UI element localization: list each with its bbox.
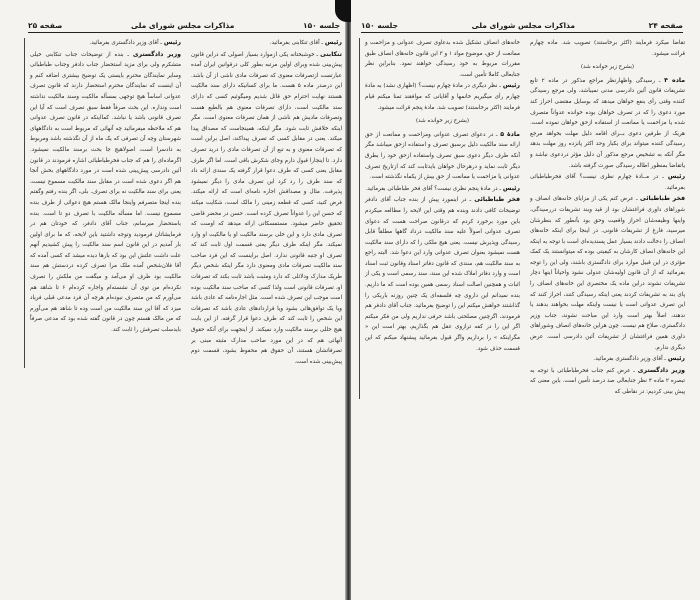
running-title: مذاکرات مجلس شورای ملی [471, 21, 575, 30]
reading-note: (بشرح زیر خوانده شد) [580, 64, 635, 71]
speaker-name: وزیر دادگستری [637, 366, 685, 374]
paragraph-text: ـ بنده از توضیحات جناب تنکابنی خیلی متشکرم ولی برای مزید استحضار جناب دادفر وجناب طباطبائی وسایر نمایندگان محترم بایستی یک توضیح بیشتری اضافه کنم و آن اینست که نمایندگان محترم استحضار دارند که قانون تصرف عدوانی اساساً هیچ توجهی بمسأله مالکیت وسند مالکیت نداشته است ونداره. این بحث صرفاً فقط سبق تصرف است که آیا این تصرف قانونی باشد یا نباشد. کمااینکه در قانون تصرف عدوانی هم که ملاحظه میفرمائید چه آنهائی که مربوط است به دادگاههای شهرستان وچه آن تصرفی که یک ماه از آن نگذشته باشد ومربوط به دادسرا است، اصولاهیچ جا بحث برسند مالکیت نمیشود. اگرماده‌ای را هم که جناب فخرطباطبائی اشاره فرمودند در قانون آئین دادرسی پیش‌بینی شده است در مورد دادگاههای بخش آنجا هم اگر دعوی شده است در مقابل سند مالکیت مسموع نیست، یعنی برای سند مالکیت نه برای تصرف. بلی، اگر بنده رفتم وگفتم بنده اینجا متصرفم واینجا مالک هستم هیچ دعوائی از طرف بنده مسموع نیست. اما مسأله مالکیت با تصرف دو تا است. بنده باستحضار میرسانم، جناب آقای دادفر، که خودتان هم در فرمایشاتان فرمودید وتوجه داشتید باین لایحه، که ما برای اولین بار آمدیم در این قانون اسم سند مالکیت را پیش کشیدیم آنهم علت داشت علتش این بود که بارها دیده میشد که کسی آمده که آقا فلان‌شخص آمده ملک مرا تصرف کرده دردستش هم سند مالکیت بود طرف او می‌آمد و میگفت من ملکش را تصرف نکرده‌ام من توی آن نشسته‌ام واجاره کرده‌ام ۶ تا شاهد هم می‌آورم که من متصرف نبوده‌ام هرچه آن فرد مدعی قبلی فریاد میزد که آقا این سند مالکیت من است وده تا شاهد هم می‌آورم که من مالک هستم چون در قانون گفته شده بود که مدعی صرفاً بایدسلب تصرفش را ثابت کند. [30, 51, 181, 334]
paragraph [530, 76, 685, 171]
paragraph [191, 38, 342, 49]
paragraph-text: تقاضا میکرد فرمایند (اکثر برخاستند) تصویب شد. ماده چهارم قرائت میشود. [530, 40, 685, 57]
speaker-name: رئیس [667, 173, 685, 181]
right-page-column-right [530, 38, 685, 399]
speaker-name: رئیس [502, 184, 520, 192]
speaker-name: رئیس [324, 39, 342, 46]
paragraph [191, 50, 342, 368]
speaker-name: تنکابنی [320, 50, 342, 58]
paragraph [365, 38, 520, 80]
left-page-column-left [24, 38, 181, 368]
paragraph-text: ـ در مادهٔ پنجم نظری نیست؟ آقای فخر طباطبائی بفرمائید. [365, 185, 502, 192]
article-label: مادهٔ ۵ [500, 130, 520, 138]
reading-note: (بشرح زیر خوانده شد) [415, 118, 470, 125]
paragraph-text: خانه‌های انصاف تشکیل شده بدعاوی تصرف عدوانی و مزاحمت و ممانعت از حق، موضوع مواد ۱ و ۳ این قانون خانه‌های انصاف طبق مقررات مربوط به خود رسیدگی خواهند نمود. بنابراین نظر جنابعالی کاملا تأمین است. [365, 40, 520, 78]
running-title: مذاکرات مجلس شورای ملی [131, 21, 235, 30]
speaker-name: رئیس [667, 355, 685, 363]
paragraph-text: ـ خوشبختانه یکی ازموارد بسیار اصولی که دراین قانون پیش‌بینی شده وبرای اولین مرتبه بطور کلی درقوانین ایران آمده عبارتست ازتصرفات معنوی که تصرفات مادی ناشی از آن باشد. این درصدر ماده ۵ هست. ما برای کسانیکه دارای سند مالکیت هستند نهایت احترام حق قائل شدیم ومیگوئیم کسی که دارای سند مالکیت است، دارای تصرفات معنوی هم بالطبع هست وتصرفات مادیش هم ناشی از همان تصرفات معنوی است. مگر اینکه خلافش ثابت شود. مگر اینکه، همینجاست که مصداق پیدا میکند. یعنی در مقابل کسی که تصرف پیداکند، اصل براین است که تصرفات معنوی و به تبع از آن تصرفات مادی را درید تصرف دارد. تا اینجارا قبول دارم وجای شکرش باقی است. اما اگر طرف مقابل یعنی کسی که طرف دعوا قرار گرفته یک سندی ارائه داد که سند طرف را رد کرد این تصرف مادی را دیگر نمیشود پذیرفت. مثال و مصداقش اجاره نامه‌ای است که ارائه میکند. فرض کنید، کسی که قطعه زمینی را مالک است، شکایت میکند که حسن این را عدواناً تصرف کرده است. حسن در محضر قاضی تحقیق حاضر میشود. مستمسکاتی ارائه میدهد که اوست که تصرف مادی دارد و این خلی برسند مالکیت او یا مالکیت او وارد نمیکند. مگر اینکه طرف دیگر یعنی قسمت اول ثابت کند که تصرف او جنبه قانونی ندارد. اصل براینست که این فرد صاحب سند مالکیت تصرفات مادی ومعنوی دارد مگر اینکه شخص دیگر طریک مدارک ودلائلی که دارد ومثبت باشد ثابت بکند که تصرفات او، تصرفات قانونی است ولذا کسی که صاحب سند مالکیت بوده است موجب این تصرف شده است. مثل اجاره‌نامه که عادی باشد ویا یک توافق‌هائی بشود ویا قرارداد‌های عادی باشد که تصرفات این شخص را ثابت کند که طرف دعوا قرار گرفته. از این بابت هیچ خللی برسند مالکیت وارد نمیکند. از اینجهت برای آنکه حقوق آنهائی هم که در این مورد صاحب مدارک مثبته مبنی بر تصرفاتشان هستند، آن حقوق هم محفوظ بشود، قسمت دوم پیش‌بینی شده است. [191, 51, 342, 365]
paragraph-text: ـ نظر دیگری در مادهٔ چهارم نیست؟ (اظهاری نشد) به مادهٔ چهارم رأی میگیریم خانمها و آقایانی که موافقند تمنا میکنم قیام فرمایند (اکثر برخاستند) تصویب شد. مادهٔ پنجم قرائت میشود. [365, 83, 520, 111]
left-page-column-right [191, 38, 342, 368]
right-page [351, 0, 700, 600]
right-page-header [361, 14, 683, 33]
paragraph [530, 366, 685, 398]
paragraph-text: ـ در دعوای تصرف عدوانی ومزاحمت و ممانعت از حق ارائه سند مالکیت دلیل برسبق تصرف و استفاده ازحق میباشد مگر آنکه طرف دیگر دعوی سبق تصرف واستفاده ازحق خود را بطرق دیگر ثابت نماید و درهرحال خواهان بایدثابت کند که ازتاریخ تصرف عدوانی یا مزاحمت یا ممانعت از حق بیش از یکماه نگذشته است. [365, 131, 520, 181]
article-label: ماده ۴ [664, 76, 685, 84]
paragraph [530, 38, 685, 59]
left-page-columns [24, 38, 342, 368]
paragraph-text: ـ در اینمورد پیش از بنده جناب آقای دادفر توضیحات کافی دادند وبنده هم وقتی این لایحه را مطالعه میکردم باین مورد برخورد کردم که درقانون صراحت هست که دعوای تصرف عدوانی اصولاً علیه سند مالکیت درداد گاهها مطلقاً قابل رسیدگی وپذیرش نیست. یعنی هیچ ملکی را که دارای سند مالکیت هست نمیشود بعنوان تصرف عدوانی وارد این دعوا شد. البته راجع به سند مالکیت هم، سندی که قانون دفاتر اسناد وقانون ثبت اسناد است و وارد دفاتر املاک شده این سند، سند رسمی است و یکی از اثبات و همچنین اصالت اسناد رسمی همین بوده است که ما داریم. بنده نمیدانم این داروی چه فلسفه‌ای یک چنین روزنه باریکی را گذاشتند خواهش میکنم این را توضیح بفرمائید. جناب آقای دادفر هم فرمودند، اگرچنین مصلحتی باشد حرفی نداریم ولی من فکر میکنم اگر این را در کفه ترازوی عقل هم بگذاریم، بهتر است این « مگراینکه » را برداریم واگر قبول بفرمائید پیشنهاد میکنم که این قسمت حذف شود. [365, 197, 520, 352]
paragraph [530, 172, 685, 193]
speaker-name: رئیس [502, 82, 520, 90]
page-number: صفحه ۲۵ [28, 21, 63, 30]
paragraph-text: ـ آقای وزیر دادگستری بفرمائید. [89, 40, 163, 46]
session-label: جلسه ۱۵۰ [303, 21, 340, 30]
session-label: جلسه ۱۵۰ [361, 21, 399, 30]
page-number: صفحه ۲۴ [648, 21, 683, 30]
speaker-name: وزیر دادگستری [132, 50, 181, 58]
speaker-name: فخر طباطبائی [474, 196, 520, 204]
paragraph [365, 130, 520, 183]
paragraph-text: ـ آقای وزیر دادگستری بفرمائید. [593, 356, 667, 363]
left-page [0, 0, 347, 600]
paragraph-text: ـ عرض کنم یکی از مزایای خانه‌های انصاف و شوراهای داوری فراغتشان بود از قید وبند تشریفات دررسیدگی، واینها وظیفه‌شان احراز واقعیت وحق بود بآنطور که بنظرشان میرسید، فارغ از تشریفات قانونی. در اینجا برای اینکه خانه‌های انصاف را دخالت دادند بسیار عمل پسندیده‌ای است با توجه به اینکه این خانه‌های انصاف کارشان به کیفیتی بوده که میتوانستند یک کمک مؤثری در این قبیل موارد برای دادگستری باشند، ولی این را توجه بفرمائید که از آن قانون اولیه‌شان عدولی نشود واحیاناً اینها دچار تشریفات نشوند دراین ماده یک مختصری این خانه‌های انصاف را پای بند به تشریفات کردند یعنی اینکه رسیدگی کنند، احراز کنند که این تصرف عدوانی است یا نیست واینکه مهلت بخواهند بدهند یا ندهند، اصلاً بهتر است وارد این مباحث نشوند، جناب وزیر دادگستری، صلاح هم نیست. چون هراین خانه‌های انصاف وشوراهای داوری همین فراغتشان از تشریفات آئین دادرسی است. عرض دیگری ندارم. [530, 196, 685, 351]
paragraph [30, 50, 181, 336]
paragraph-text: ـ عرض کنم جناب فخرطباطبائی با توجه به تبصره ۲ ماده ۴ نظر جنابعالی صد درصد تأمین است. باین معنی که پیش بینی کردیم: در نقاطی که [530, 367, 685, 395]
speaker-name: فخر طباطبائی [639, 195, 685, 203]
speaker-name: رئیس [163, 39, 181, 46]
paragraph [30, 38, 181, 49]
paragraph [365, 184, 520, 195]
left-page-header [28, 14, 340, 33]
paragraph [530, 194, 685, 353]
paragraph [530, 354, 685, 365]
paragraph [365, 81, 520, 113]
right-page-columns [359, 38, 685, 399]
paragraph-text: ـ آقای تنکابنی بفرمائید. [269, 40, 324, 46]
right-page-column-left [359, 38, 520, 399]
paragraph [365, 195, 520, 354]
paragraph-text: ـ رسیدگی واظهارنظر مراجع مذکور در ماده ۲ تابع تشریفات قانون آئین دادرسی مدنی نمیباشد، ولی مرجع رسیدگی کننده وقتی رأی بنفع خواهان میدهد که بوسایل مقتضی احراز کند مورد دعوی را که در تصرف خواهان بوده خوانده عدواناً متصرف شده یا مزاحمت یا ممانعت از استفاده ازحق خواهان نموده است. هریک از طرفین دعوی بــرای اقامه دلیل مهلت بخواهد مرجع رسیدگی کننده میتواند برای یکبار وحد اکثر پانزده روز مهلت بدهد مگر آنکه به تشخیص مرجع مذکور آن دلیل مؤثر دردعوی نباشد و یاتقاضا بمنظور اطاله رسیدگی صورت گرفته باشد. [530, 77, 685, 169]
paragraph-text: ـ در مــادهٔ چهارم نظری نیست؟ آقای فخرطباطبائی بفرمائید. [530, 174, 685, 191]
